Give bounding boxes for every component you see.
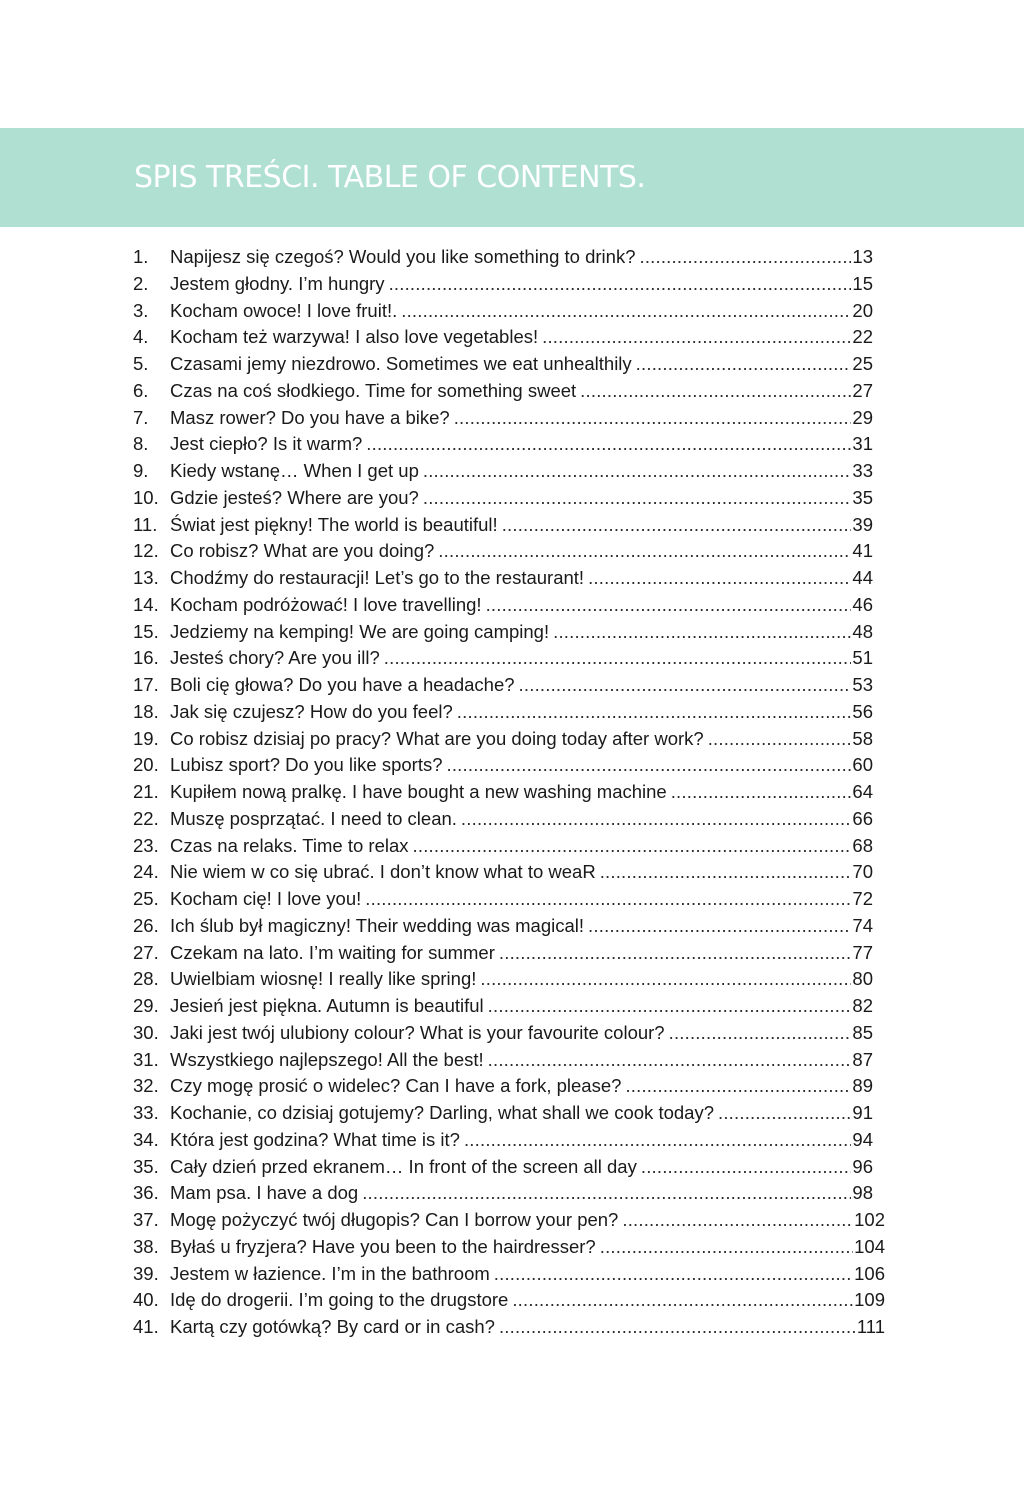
dot-leader (542, 324, 851, 351)
toc-entry-page-number: 44 (852, 567, 873, 588)
toc-entry[interactable] (133, 1047, 873, 1074)
toc-entry[interactable] (133, 993, 873, 1020)
toc-entry-title: Czy mogę prosić o widelec? Can I have a fork, please? (170, 1075, 622, 1097)
toc-entry-title: Kocham podróżować! I love travelling! (170, 593, 482, 615)
toc-entry-number: 35. (133, 1155, 159, 1177)
toc-entry[interactable] (133, 940, 873, 967)
toc-entry[interactable] (133, 672, 873, 699)
dot-leader (423, 458, 852, 485)
dot-leader (512, 1287, 853, 1314)
toc-entry-page-number: 77 (852, 941, 873, 963)
dot-leader (461, 806, 852, 833)
toc-entry-page-number: 13 (852, 246, 873, 267)
toc-entry-title: Mam psa. I have a dog (170, 1182, 359, 1204)
toc-entry-title: Jesień jest piękna. Autumn is beautiful (170, 995, 484, 1016)
dot-leader (519, 672, 852, 699)
toc-entry-title: Czas na coś słodkiego. Time for something sweet (170, 379, 577, 401)
dot-leader (454, 405, 852, 432)
toc-entry-page-number: 29 (852, 406, 873, 428)
toc-entry-number: 28. (133, 968, 159, 990)
toc-entry[interactable] (133, 351, 873, 378)
toc-entry-number: 10. (133, 486, 159, 508)
toc-entry[interactable] (133, 1314, 885, 1341)
toc-entry-number: 32. (133, 1075, 159, 1097)
toc-entry-number: 31. (133, 1048, 159, 1070)
toc-entry[interactable] (133, 1234, 885, 1261)
toc-entry-number: 13. (133, 567, 159, 588)
toc-entry-number: 11. (133, 513, 158, 535)
toc-entry-number: 21. (133, 781, 159, 802)
toc-entry-page-number: 39 (852, 513, 873, 535)
dot-leader (362, 1180, 851, 1207)
toc-entry[interactable] (133, 833, 873, 860)
toc-entry-page-number: 94 (852, 1128, 873, 1150)
toc-entry-page-number: 66 (852, 807, 873, 829)
toc-entry-number: 16. (133, 647, 159, 669)
toc-entry-number: 9. (133, 460, 149, 481)
toc-entry-number: 20. (133, 754, 159, 776)
dot-leader (438, 538, 851, 565)
toc-entry-title: Muszę posprzątać. I need to clean. (170, 807, 457, 829)
dot-leader (413, 833, 852, 860)
toc-entry-page-number: 85 (852, 1021, 873, 1043)
dot-leader (669, 1020, 852, 1047)
toc-entry-number: 3. (133, 299, 149, 321)
toc-entry[interactable] (133, 298, 873, 325)
dot-leader (365, 886, 851, 913)
toc-entry-number: 7. (133, 406, 149, 428)
toc-entry-number: 2. (133, 272, 149, 294)
dot-leader (457, 699, 852, 726)
toc-entry-page-number: 72 (852, 888, 873, 909)
toc-entry[interactable] (133, 1100, 873, 1127)
toc-entry[interactable] (133, 405, 873, 432)
toc-entry-title: Cały dzień przed ekranem… In front of the screen all day (170, 1155, 637, 1177)
dot-leader (389, 271, 852, 298)
toc-entry[interactable] (133, 458, 873, 485)
dot-leader (553, 619, 851, 646)
toc-entry-title: Jestem w łazience. I’m in the bathroom (170, 1262, 490, 1284)
toc-entry-title: Jak się czujesz? How do you feel? (170, 700, 453, 722)
toc-entry[interactable] (133, 1020, 873, 1047)
toc-entry-title: Nie wiem w co się ubrać. I don’t know what to weaR (170, 861, 596, 883)
toc-entry-page-number: 82 (852, 995, 873, 1016)
toc-entry[interactable] (133, 1287, 885, 1314)
dot-leader (486, 592, 852, 619)
toc-entry-title: Jedziemy na kemping! We are going camping! (170, 620, 550, 642)
toc-entry-page-number: 56 (852, 700, 873, 722)
toc-entry[interactable] (133, 1154, 873, 1181)
toc-entry-number: 1. (133, 246, 149, 267)
toc-entry-title: Kiedy wstanę… When I get up (170, 460, 419, 481)
toc-entry-number: 36. (133, 1182, 159, 1204)
toc-entry[interactable] (133, 244, 873, 271)
toc-entry[interactable] (133, 1127, 873, 1154)
toc-entry[interactable] (133, 1207, 885, 1234)
dot-leader (600, 859, 852, 886)
toc-entry-number: 17. (133, 674, 159, 695)
toc-entry-page-number: 106 (854, 1262, 885, 1284)
toc-entry[interactable] (133, 859, 873, 886)
toc-entry-number: 12. (133, 540, 159, 562)
toc-entry[interactable] (133, 592, 873, 619)
toc-entry-number: 25. (133, 888, 159, 909)
toc-entry[interactable] (133, 806, 873, 833)
toc-entry-title: Wszystkiego najlepszego! All the best! (170, 1048, 484, 1070)
toc-entry-page-number: 98 (852, 1182, 873, 1204)
toc-entry-number: 24. (133, 861, 159, 883)
toc-entry-number: 26. (133, 914, 159, 936)
toc-entry-number: 4. (133, 326, 149, 348)
toc-entry-title: Kocham owoce! I love fruit!. (170, 299, 398, 321)
toc-entry[interactable] (133, 1073, 873, 1100)
toc-entry-number: 5. (133, 353, 149, 374)
toc-entry-number: 40. (133, 1289, 159, 1311)
toc-entry[interactable] (133, 619, 873, 646)
dot-leader (718, 1100, 851, 1127)
dot-leader (625, 1073, 851, 1100)
dot-leader (488, 993, 852, 1020)
dot-leader (499, 940, 852, 967)
dot-leader (366, 431, 851, 458)
dot-leader (641, 1154, 852, 1181)
dot-leader (384, 645, 852, 672)
toc-entry-number: 41. (133, 1316, 159, 1337)
dot-leader (401, 298, 851, 325)
toc-entry-page-number: 68 (852, 834, 873, 856)
toc-entry-page-number: 31 (852, 433, 873, 455)
dot-leader (488, 1047, 852, 1074)
toc-entry-title: Chodźmy do restauracji! Let’s go to the restaurant! (170, 567, 585, 588)
toc-entry-page-number: 89 (852, 1075, 873, 1097)
toc-entry-page-number: 104 (854, 1235, 885, 1257)
toc-entry-title: Uwielbiam wiosnę! I really like spring! (170, 968, 477, 990)
toc-entry-title: Napijesz się czegoś? Would you like something to drink? (170, 246, 636, 267)
toc-entry-number: 29. (133, 995, 159, 1016)
toc-entry-number: 19. (133, 727, 159, 749)
toc-entry-page-number: 96 (852, 1155, 873, 1177)
toc-entry-page-number: 27 (852, 379, 873, 401)
toc-entry-page-number: 74 (852, 914, 873, 936)
toc-entry-title: Kocham też warzywa! I also love vegetables! (170, 326, 539, 348)
toc-entry-title: Która jest godzina? What time is it? (170, 1128, 460, 1150)
toc-entry-title: Czekam na lato. I’m waiting for summer (170, 941, 495, 963)
toc-entry-page-number: 87 (852, 1048, 873, 1070)
toc-entry[interactable] (133, 966, 873, 993)
toc-entry-title: Ich ślub był magiczny! Their wedding was magical! (170, 914, 585, 936)
toc-entry-title: Czasami jemy niezdrowo. Sometimes we eat unhealthily (170, 353, 632, 374)
toc-entry-page-number: 25 (852, 353, 873, 374)
toc-entry[interactable] (133, 886, 873, 913)
toc-entry-page-number: 51 (852, 647, 873, 669)
table-of-contents (133, 244, 885, 1341)
toc-entry[interactable] (133, 752, 873, 779)
toc-entry-page-number: 22 (852, 326, 873, 348)
dot-leader (588, 913, 851, 940)
dot-leader (636, 351, 852, 378)
toc-entry-page-number: 109 (854, 1289, 885, 1311)
dot-leader (600, 1234, 853, 1261)
toc-entry-page-number: 111 (856, 1316, 885, 1337)
dot-leader (494, 1261, 853, 1288)
toc-entry-title: Masz rower? Do you have a bike? (170, 406, 450, 428)
toc-entry-title: Boli cię głowa? Do you have a headache? (170, 674, 515, 695)
toc-entry-page-number: 80 (852, 968, 873, 990)
toc-entry[interactable] (133, 779, 873, 806)
toc-entry-number: 15. (133, 620, 159, 642)
toc-entry-page-number: 102 (854, 1209, 885, 1230)
toc-entry-title: Kochanie, co dzisiaj gotujemy? Darling, what shall we cook today? (170, 1102, 714, 1123)
toc-entry-page-number: 33 (852, 460, 873, 481)
toc-entry-page-number: 46 (852, 593, 873, 615)
toc-entry[interactable] (133, 485, 873, 512)
toc-entry-number: 22. (133, 807, 159, 829)
toc-entry-page-number: 60 (852, 754, 873, 776)
toc-entry-number: 38. (133, 1235, 159, 1257)
dot-leader (464, 1127, 851, 1154)
toc-entry-page-number: 53 (852, 674, 873, 695)
toc-entry-number: 27. (133, 941, 159, 963)
toc-entry-title: Byłaś u fryzjera? Have you been to the hairdresser? (170, 1235, 596, 1257)
toc-entry[interactable] (133, 726, 873, 753)
toc-entry[interactable] (133, 645, 873, 672)
dot-leader (671, 779, 852, 806)
toc-entry-title: Mogę pożyczyć twój długopis? Can I borrow your pen? (170, 1209, 619, 1230)
toc-entry-number: 37. (133, 1209, 159, 1230)
toc-entry[interactable] (133, 565, 873, 592)
toc-entry[interactable] (133, 324, 873, 351)
toc-entry-title: Czas na relaks. Time to relax (170, 834, 409, 856)
toc-entry[interactable] (133, 1261, 885, 1288)
toc-entry-page-number: 58 (852, 727, 873, 749)
toc-entry-number: 8. (133, 433, 149, 455)
toc-entry-title: Jesteś chory? Are you ill? (170, 647, 380, 669)
dot-leader (447, 752, 852, 779)
toc-entry-page-number: 15 (852, 272, 873, 294)
toc-entry-title: Gdzie jesteś? Where are you? (170, 486, 419, 508)
dot-leader (423, 485, 852, 512)
toc-entry[interactable] (133, 271, 873, 298)
toc-entry[interactable] (133, 699, 873, 726)
toc-entry-number: 18. (133, 700, 159, 722)
dot-leader (622, 1207, 853, 1234)
toc-entry-page-number: 91 (852, 1102, 873, 1123)
toc-entry[interactable] (133, 913, 873, 940)
toc-entry-title: Jestem głodny. I’m hungry (170, 272, 385, 294)
toc-entry-number: 23. (133, 834, 159, 856)
page-title: SPIS TREŚCI. TABLE OF CONTENTS. (134, 160, 646, 195)
toc-entry-title: Idę do drogerii. I’m going to the drugstore (170, 1289, 509, 1311)
toc-entry-page-number: 70 (852, 861, 873, 883)
dot-leader (499, 1314, 856, 1341)
toc-entry[interactable] (133, 431, 873, 458)
toc-entry[interactable] (133, 1180, 873, 1207)
toc-entry-title: Co robisz dzisiaj po pracy? What are you doing today after work? (170, 727, 704, 749)
toc-entry[interactable] (133, 378, 873, 405)
dot-leader (639, 244, 851, 271)
toc-entry-number: 30. (133, 1021, 159, 1043)
toc-entry[interactable] (133, 512, 873, 539)
dot-leader (502, 512, 852, 539)
toc-entry-title: Kupiłem nową pralkę. I have bought a new washing machine (170, 781, 667, 802)
toc-entry-page-number: 20 (852, 299, 873, 321)
toc-entry-page-number: 35 (852, 486, 873, 508)
toc-entry-title: Kartą czy gotówką? By card or in cash? (170, 1316, 495, 1337)
toc-entry-title: Co robisz? What are you doing? (170, 540, 435, 562)
dot-leader (708, 726, 852, 753)
dot-leader (588, 565, 851, 592)
toc-entry-number: 33. (133, 1102, 159, 1123)
toc-entry-title: Lubisz sport? Do you like sports? (170, 754, 443, 776)
toc-entry-page-number: 48 (852, 620, 873, 642)
dot-leader (580, 378, 851, 405)
toc-entry-number: 6. (133, 379, 149, 401)
toc-entry-page-number: 64 (852, 781, 873, 802)
toc-entry-number: 34. (133, 1128, 159, 1150)
toc-entry-number: 39. (133, 1262, 159, 1284)
toc-entry-title: Jaki jest twój ulubiony colour? What is your favourite colour? (170, 1021, 665, 1043)
dot-leader (480, 966, 851, 993)
toc-entry-page-number: 41 (852, 540, 873, 562)
toc-entry-title: Świat jest piękny! The world is beautiful! (170, 513, 498, 535)
toc-entry[interactable] (133, 538, 873, 565)
toc-entry-title: Kocham cię! I love you! (170, 888, 362, 909)
toc-entry-number: 14. (133, 593, 159, 615)
toc-entry-title: Jest ciepło? Is it warm? (170, 433, 363, 455)
